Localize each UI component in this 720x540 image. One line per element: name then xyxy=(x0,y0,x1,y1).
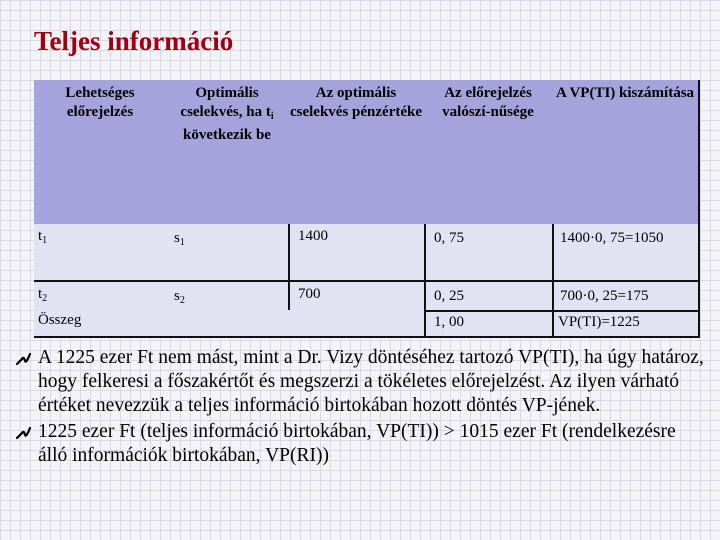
row2-calculation: 700·0, 25=175 xyxy=(552,280,700,310)
row1-probability: 0, 75 xyxy=(424,224,552,280)
row1-action: $s_1$ xyxy=(166,224,288,280)
slide-title: Teljes információ xyxy=(34,26,234,56)
row2-forecast: $t_2$ xyxy=(34,280,166,310)
row1-calculation: 1400·0, 75=1050 xyxy=(552,224,700,280)
information-table xyxy=(34,80,700,338)
sum-label: Összeg xyxy=(34,310,424,338)
sum-calculation: VP(TI)=1225 xyxy=(552,310,700,338)
row2-probability: 0, 25 xyxy=(424,280,552,310)
sum-probability: 1, 00 xyxy=(424,310,552,338)
row1-value: 1400 xyxy=(288,224,424,280)
header-optimal-action: Optimális cselekvés, ha $t_i$ következik be xyxy=(166,80,288,224)
row1-forecast: $t_1$ xyxy=(34,224,166,280)
row2-action: $s_2$ xyxy=(166,280,288,310)
row2-value: 700 xyxy=(288,280,424,310)
header-forecast: Lehetséges előrejelzés xyxy=(34,80,166,224)
bullet-icon xyxy=(16,352,32,366)
header-calculation: A VP(TI) kiszámítása xyxy=(552,80,700,224)
bullet-list xyxy=(14,346,704,470)
bullet-item: A 1225 ezer Ft nem mást, mint a Dr. Vizy döntéséhez tartozó VP(TI), ha úgy határoz, hogy felkeresi a főszakértőt és megszerzi a tökéletes előrejelzést. Az ilyen várható értéket nevezzük a teljes információ birtokában hozott döntés VP-jének. xyxy=(14,346,704,418)
header-monetary-value: Az optimális cselekvés pénzértéke xyxy=(288,80,424,224)
bullet-item: 1225 ezer Ft (teljes információ birtokában, VP(TI)) > 1015 ezer Ft (rendelkezésre álló információk birtokában, VP(RI)) xyxy=(14,420,704,468)
bullet-icon xyxy=(16,426,32,440)
header-probability: Az előrejelzés valószí-nűsége xyxy=(424,80,552,224)
